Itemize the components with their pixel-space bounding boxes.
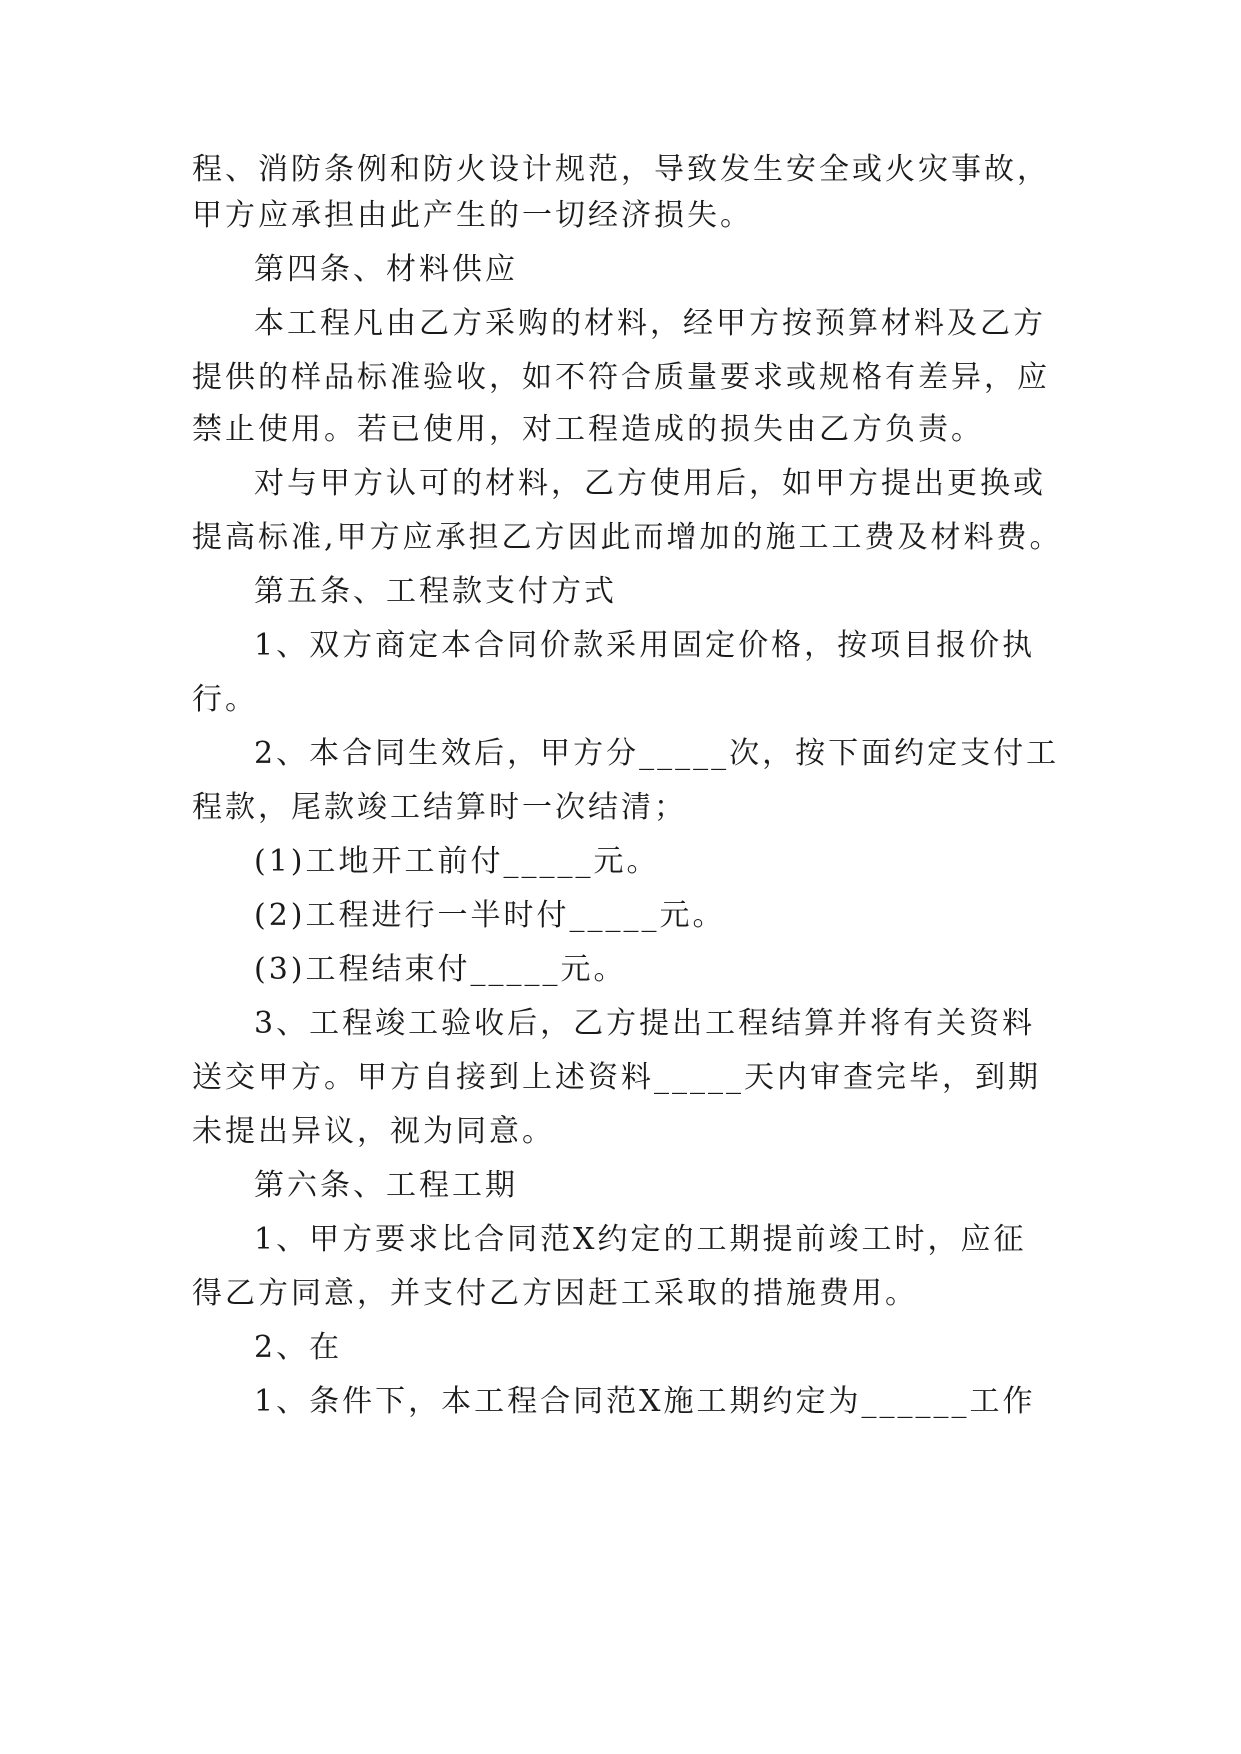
text-line-24: 1、条件下，本工程合同范X施工期约定为______工作 [254,1384,1036,1419]
text-line-18: 送交甲方。甲方自接到上述资料_____天内审查完毕，到期 [192,1060,1041,1095]
text-line-2: 甲方应承担由此产生的一切经济损失。 [192,198,753,233]
text-line-6: 禁止使用。若已使用，对工程造成的损失由乙方负责。 [192,412,984,447]
text-line-11: 行。 [192,682,258,717]
text-line-17: 3、工程竣工验收后，乙方提出工程结算并将有关资料 [254,1006,1036,1041]
text-line-13: 程款，尾款竣工结算时一次结清； [192,790,687,825]
article-6-heading: 第六条、工程工期 [254,1168,518,1203]
article-4-heading: 第四条、材料供应 [254,252,518,287]
text-line-23: 2、在 [254,1330,343,1365]
text-line-22: 得乙方同意，并支付乙方因赶工采取的措施费用。 [192,1276,918,1311]
text-line-8: 提高标准,甲方应承担乙方因此而增加的施工工费及材料费。 [192,520,1063,555]
article-5-heading: 第五条、工程款支付方式 [254,574,617,609]
text-line-12: 2、本合同生效后，甲方分_____次，按下面约定支付工 [254,736,1060,771]
text-line-5: 提供的样品标准验收，如不符合质量要求或规格有差异，应 [192,360,1050,395]
text-line-4: 本工程凡由乙方采购的材料，经甲方按预算材料及乙方 [254,306,1046,341]
text-line-19: 未提出异议，视为同意。 [192,1114,555,1149]
text-line-21: 1、甲方要求比合同范X约定的工期提前竣工时，应征 [254,1222,1027,1257]
text-line-10: 1、双方商定本合同价款采用固定价格，按项目报价执 [254,628,1036,663]
payment-item-2: (2)工程进行一半时付_____元。 [254,898,726,933]
payment-item-1: (1)工地开工前付_____元。 [254,844,660,879]
text-line-1: 程、消防条例和防火设计规范，导致发生安全或火灾事故， [192,152,1050,187]
payment-item-3: (3)工程结束付_____元。 [254,952,627,987]
text-line-7: 对与甲方认可的材料，乙方使用后，如甲方提出更换或 [254,466,1046,501]
